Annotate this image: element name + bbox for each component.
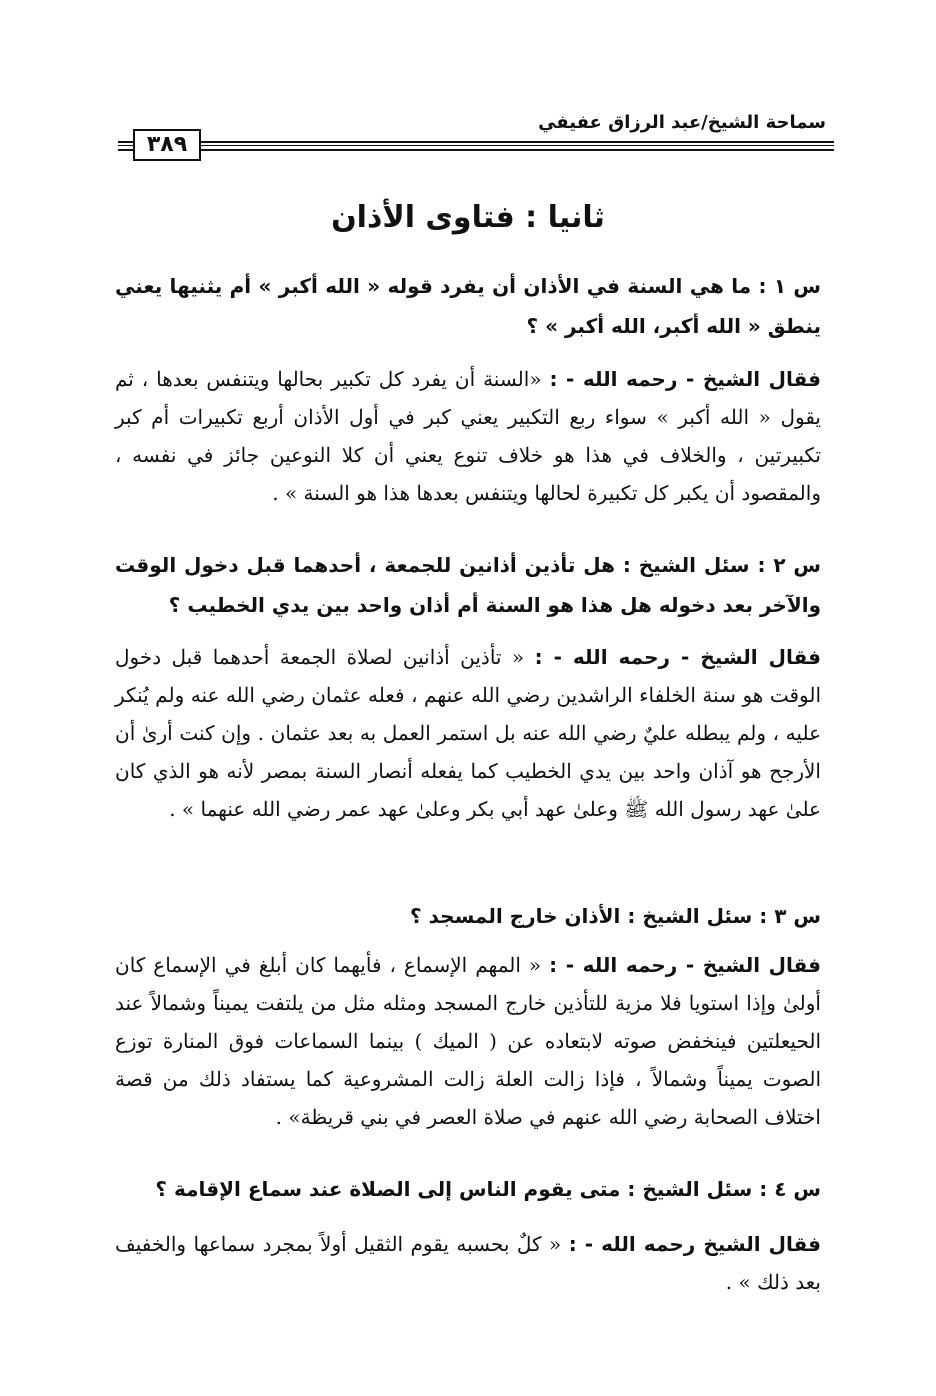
question-2 [115,545,821,625]
answer-label: فقال الشيخ رحمه الله - : [568,1232,822,1256]
rule-line [118,149,834,151]
answer-label: فقال الشيخ - رحمه الله - : [534,645,822,669]
question-1 [115,266,821,346]
header-rule [118,132,834,157]
running-title: سماحة الشيخ/عبد الرزاق عفيفي [538,112,826,133]
rule-line [118,145,834,146]
answer-4 [115,1225,821,1301]
answer-text: « تأذين أذانين لصلاة الجمعة أحدهما قبل دخول الوقت هو سنة الخلفاء الراشدين رضي الله عنهم ، فعله عثمان رضي الله عنه ولم يُنكر عليه ، ولم يبطله عليٌ رضي الله عنه بل استمر العمل به بعد عثمان . وإن كنت أرىٰ أن الأرجح هو آذان واحد بين يدي الخطيب كما يفعله أنصار السنة بمصر لأنه هو الذي كان علىٰ عهد رسول الله ﷺ وعلىٰ عهد أبي بكر وعلىٰ عهد عمر رضي الله عنهما » . [115,645,821,821]
answer-label: فقال الشيخ - رحمه الله - : [549,367,822,391]
answer-3 [115,946,821,1136]
answer-text: «السنة أن يفرد كل تكبير بحالها ويتنفس بعدها ، ثم يقول « الله أكبر » سواء ربع التكبير يعني كبر في أول الأذان أربع تكبيرات أم كبر تكبيرتين ، والخلاف في هذا هو خلاف تنوع يعني أن كلا النوعين جائز في نفسه ، والمقصود أن يكبر كل تكبيرة لحالها ويتنفس بعدها هذا هو السنة » . [115,367,821,505]
answer-label: فقال الشيخ - رحمه الله - : [549,953,821,977]
question-number: س ٣ : [759,904,821,928]
question-text: ما هي السنة في الأذان أن يفرد قوله « الله أكبر » أم يثنيها يعني ينطق « الله أكبر، الله أكبر » ؟ [115,274,821,338]
page-number: ٣٨٩ [133,129,201,161]
question-number: س ١ : [758,274,822,298]
answer-1 [115,360,821,512]
question-text: سئل الشيخ : هل تأذين أذانين للجمعة ، أحدهما قبل دخول الوقت والآخر بعد دخوله هل هذا هو السنة أم أذان واحد بين يدي الخطيب ؟ [115,553,821,617]
section-title: ثانيا : فتاوى الأذان [331,200,605,235]
answer-2 [115,638,821,828]
question-text: سئل الشيخ : متى يقوم الناس إلى الصلاة عند سماع الإقامة ؟ [155,1177,753,1201]
question-number: س ٤ : [759,1177,821,1201]
answer-text: « كلٌ بحسبه يقوم الثقيل أولاً بمجرد سماعها والخفيف بعد ذلك » . [115,1232,821,1294]
question-number: س ٢ : [757,553,822,577]
rule-line [118,141,834,143]
answer-text: « المهم الإسماع ، فأيهما كان أبلغ في الإسماع كان أولىٰ وإذا استويا فلا مزية للتأذين خارج المسجد ومثله مثل من يلتفت يميناً وشمالاً عند الحيعلتين فينخفض صوته لابتعاده عن ( الميك ) بينما السماعات فوق المنارة توزع الصوت يميناً وشمالاً ، فإذا زالت العلة زالت المشروعية كما يستفاد ذلك من قصة اختلاف الصحابة رضي الله عنهم في صلاة العصر في بني قريظة» . [115,953,821,1129]
question-3 [115,896,821,936]
question-4 [115,1169,821,1209]
question-text: سئل الشيخ : الأذان خارج المسجد ؟ [410,904,753,928]
